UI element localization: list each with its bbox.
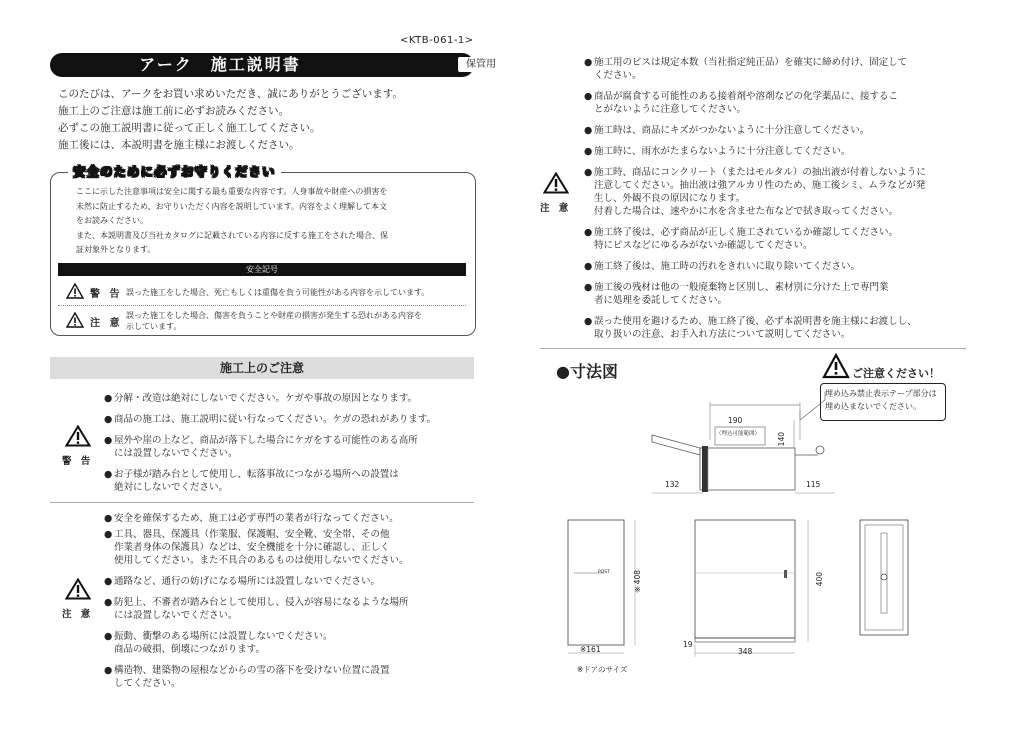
warning-triangle-icon bbox=[66, 283, 84, 299]
list-item: ● 施工用のビスは規定本数（当社指定純正品）を確実に締め付け、固定して bbox=[584, 57, 908, 68]
list-item-cont: 特にビスなどにゆるみがないか確認してください。 bbox=[594, 240, 813, 251]
dim-408: ※408 bbox=[633, 570, 642, 594]
list-item-cont: してください。 bbox=[114, 678, 181, 689]
safety-signs-header: 安全記号 bbox=[58, 263, 466, 276]
list-item: ● 施工後の残材は他の一般廃棄物と区別し、素材別に分けた上で専門業 bbox=[584, 282, 889, 293]
rear-view-drawing bbox=[855, 515, 915, 640]
list-item-cont: 付着した場合は、速やかに水を含ませた布などで拭き取ってください。 bbox=[594, 206, 899, 217]
list-item: ● 施工終了後は、施工時の汚れをきれいに取り除いてください。 bbox=[584, 261, 861, 272]
safety-line: をお読みください。 bbox=[76, 216, 148, 225]
caution-triangle-icon bbox=[66, 312, 84, 328]
caution-block-icon bbox=[62, 578, 93, 620]
intro-text bbox=[58, 86, 403, 154]
dimensions-heading: ●寸法図 bbox=[556, 362, 618, 381]
front-view-drawing bbox=[680, 515, 820, 660]
caution-triangle-icon bbox=[65, 578, 91, 600]
warning-block-label: 警 告 bbox=[62, 456, 94, 467]
list-item-cont: 商品の破損、倒壊につながります。 bbox=[114, 644, 266, 655]
warning-block-icon bbox=[62, 425, 93, 467]
list-item: ● お子様が踏み台として使用し、転落事故につながる場所への設置は bbox=[104, 469, 399, 480]
dim-161: ※161 bbox=[580, 645, 601, 654]
dim-115: 115 bbox=[806, 480, 821, 489]
title-bar bbox=[50, 53, 496, 77]
intro-line: 施工後には、本説明書を施主様にお渡しください。 bbox=[58, 139, 300, 151]
safety-line: 証対象外となります。 bbox=[76, 245, 156, 254]
list-item: ● 振動、衝撃のある場所には設置しないでください。 bbox=[104, 631, 333, 642]
intro-line: 必ずこの施工説明書に従って正しく施工してください。 bbox=[58, 122, 321, 134]
list-item-cont: 者に処理を委託してください。 bbox=[594, 295, 728, 306]
caution-block-label: 注 意 bbox=[62, 609, 94, 620]
door-caption: ※ドアのサイズ bbox=[577, 665, 628, 674]
caution-sign-row bbox=[58, 307, 466, 334]
safety-body bbox=[76, 185, 456, 258]
dim-348: 348 bbox=[738, 647, 753, 656]
notice-line: 埋め込み禁止表示テープ部分は bbox=[825, 389, 937, 398]
list-item: ● 施工時に、雨水がたまらないように十分注意してください。 bbox=[584, 146, 851, 157]
list-item-cont: 絶対にしないでください。 bbox=[114, 482, 229, 493]
list-item-cont: 作業者身体の保護具）などは、安全機能を十分に確認し、正しく bbox=[114, 542, 390, 553]
list-item: ● 屋外や崖の上など、商品が落下した場合にケガをする可能性のある高所 bbox=[104, 435, 418, 446]
warning-list bbox=[104, 392, 436, 494]
notice-warning-icon bbox=[822, 353, 850, 379]
intro-line: このたびは、アークをお買い求めいただき、誠にありがとうございます。 bbox=[58, 88, 403, 100]
caution-triangle-icon bbox=[543, 172, 569, 194]
page-title: アーク 施工説明書 bbox=[139, 55, 301, 74]
dim-132: 132 bbox=[665, 480, 680, 489]
caution-text-line: 誤った施工をした場合、傷害を負うことや財産の損害が発生する恐れがある内容を bbox=[126, 311, 422, 320]
post-label: POST bbox=[598, 570, 610, 575]
list-item: ● 構造物、建築物の屋根などからの雪の落下を受けない位置に設置 bbox=[104, 665, 390, 676]
safety-title: 安全のために必ずお守りください bbox=[68, 162, 281, 180]
keep-badge: 保管用 bbox=[458, 57, 504, 72]
warning-text: 誤った施工をした場合、死亡もしくは重傷を負う可能性がある内容を示しています。 bbox=[126, 288, 430, 297]
list-item: ● 施工終了後は、必ず商品が正しく施工されているか確認してください。 bbox=[584, 227, 899, 238]
notice-title: ご注意ください！ bbox=[852, 367, 940, 380]
list-item: ● 商品が腐食する可能性のある接着剤や溶剤などの化学薬品に、接するこ bbox=[584, 91, 899, 102]
caution-text bbox=[126, 310, 422, 332]
list-item-cont: には設置しないでください。 bbox=[114, 448, 238, 459]
list-item: ● 施工時、商品にコンクリート（またはモルタル）の抽出液が付着しないように bbox=[584, 167, 926, 178]
list-item-cont: 使用してください。また不具合のあるものは使用しないでください。 bbox=[114, 555, 409, 566]
caution-list bbox=[104, 512, 409, 690]
list-item-cont: とがないように注意してください。 bbox=[594, 104, 747, 115]
list-item-cont: 注意してください。抽出液は強アルカリ性のため、施工後シミ、ムラなどが発 bbox=[594, 180, 926, 191]
list-item: ● 誤った使用を避けるため、施工終了後、必ず本説明書を施主様にお渡しし、 bbox=[584, 316, 917, 327]
list-item-cont: 取り扱いの注意、お手入れ方法について説明してください。 bbox=[594, 329, 851, 340]
warning-label: 警 告 bbox=[90, 289, 123, 300]
list-item: ● 通路など、通行の妨げになる場所には設置しないでください。 bbox=[104, 576, 381, 587]
list-item: ● 防犯上、不審者が踏み台として使用し、侵入が容易になるような場所 bbox=[104, 597, 409, 608]
precautions-heading: 施工上のご注意 bbox=[50, 357, 474, 379]
right-caution-list bbox=[584, 56, 926, 341]
list-item: ● 分解・改造は絶対にしないでください。ケガや事故の原因となります。 bbox=[104, 393, 418, 404]
dim-190: 190 bbox=[728, 416, 743, 425]
warning-sign-row bbox=[58, 278, 466, 306]
list-item: ● 施工時は、商品にキズがつかないように十分注意してください。 bbox=[584, 125, 870, 136]
list-item-cont: 生し、外観不良の原因になります。 bbox=[594, 193, 746, 204]
dim-inner-label: （埋込可能範囲） bbox=[716, 431, 761, 437]
divider bbox=[540, 348, 966, 349]
warning-triangle-icon bbox=[65, 425, 91, 447]
safety-line: また、本説明書及び当社カタログに記載されている内容に反する施工をされた場合、保 bbox=[76, 230, 388, 240]
document-code: <KTB-061-1> bbox=[400, 35, 474, 46]
notice-line: 埋め込まないでください。 bbox=[825, 402, 921, 411]
caution-label: 注 意 bbox=[90, 318, 123, 329]
dim-400: 400 bbox=[815, 572, 824, 587]
safety-line: ここに示した注意事項は安全に関する最も重要な内容です。人身事故や財産への損害を bbox=[76, 187, 388, 196]
intro-line: 施工上のご注意は施工前に必ずお読みください。 bbox=[58, 105, 289, 117]
right-caution-icon bbox=[540, 172, 571, 214]
safety-line: 未然に防止するため、お守りいただく内容を説明しています。内容をよく理解して本文 bbox=[76, 201, 388, 211]
dim-140: 140 bbox=[777, 432, 786, 447]
list-item: ● 安全を確保するため、施工は必ず専門の業者が行なってください。 bbox=[104, 513, 399, 524]
list-item: ● 工具、器具、保護具（作業服、保護帽、安全靴、安全帯、その他 bbox=[104, 529, 390, 540]
right-caution-label: 注 意 bbox=[540, 203, 572, 214]
list-item-cont: には設置しないでください。 bbox=[114, 610, 238, 621]
list-item-cont: ください。 bbox=[594, 70, 642, 81]
divider bbox=[50, 502, 474, 503]
dim-19: 19 bbox=[683, 640, 693, 649]
side-view-drawing bbox=[640, 380, 840, 495]
list-item: ● 商品の施工は、施工説明に従い行なってください。ケガの恐れがあります。 bbox=[104, 414, 437, 425]
caution-text-line: 示しています。 bbox=[126, 322, 182, 331]
